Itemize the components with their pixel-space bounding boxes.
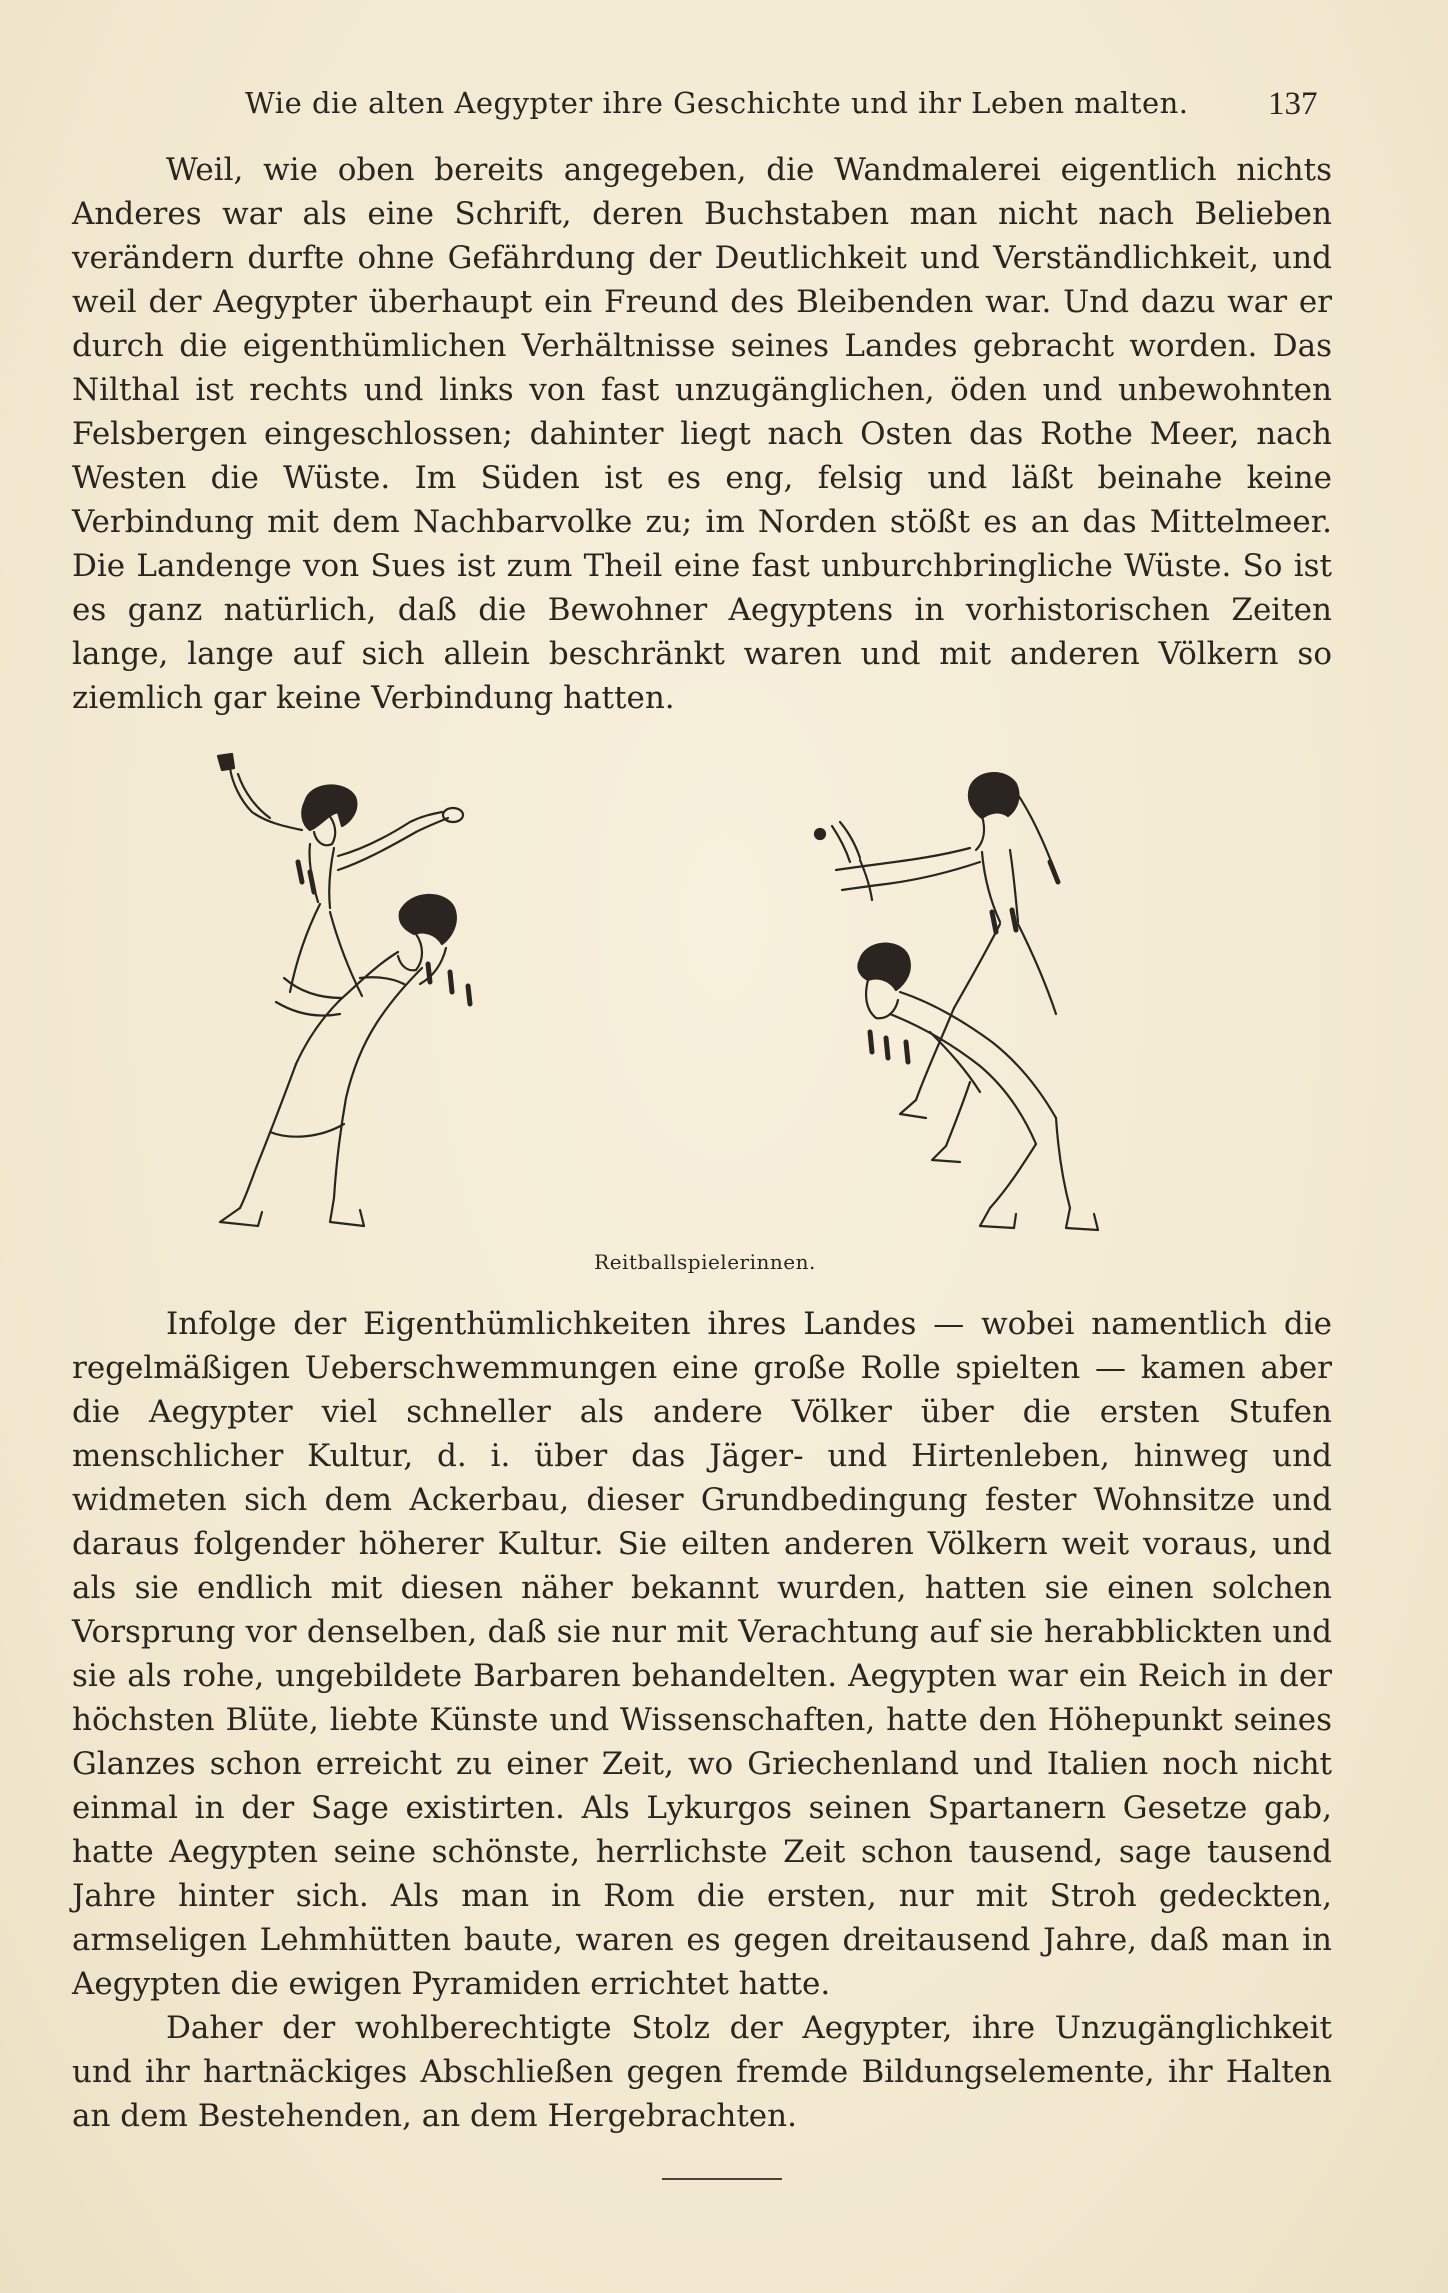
illustration-ball-players	[210, 752, 1200, 1242]
right-pair	[815, 773, 1098, 1230]
text-block-top	[72, 148, 1332, 720]
left-pair	[218, 754, 470, 1226]
figure-caption: Reitballspielerinnen.	[594, 1250, 816, 1274]
carrier-head-left	[400, 895, 456, 944]
running-head: Wie die alten Aegypter ihre Geschichte und ihr Leben malten.	[245, 86, 1189, 120]
carrier-head-right	[858, 944, 909, 990]
rider-head-left	[302, 786, 356, 830]
ball-right-1	[815, 829, 825, 839]
paragraph: Daher der wohlberechtigte Stolz der Aegypter, ihre Unzugänglichkeit und ihr hartnäckiges Abschließen gegen fremde Bildungselemente, ihr Halten an dem Bestehenden, an dem Hergebrachten.	[72, 2010, 1332, 2134]
paragraph: Infolge der Eigenthümlichkeiten ihres Landes — wobei namentlich die regelmäßigen Ueberschwemmungen eine große Rolle spielten — kamen aber die Aegypter viel schneller als andere Völker über die ersten Stufen menschlicher Kultur, d. i. über das Jäger- und Hirtenleben, hinweg und widmeten sich dem Ackerbau, dieser Grundbedingung fester Wohnsitze und daraus folgender höherer Kultur. Sie eilten anderen Völkern weit voraus, und als sie endlich mit diesen näher bekannt wurden, hatten sie einen solchen Vorsprung vor denselben, daß sie nur mit Verachtung auf sie herabblickten und sie als rohe, ungebildete Barbaren behandelten. Aegypten war ein Reich in der höchsten Blüte, liebte Künste und Wissenschaften, hatte den Höhepunkt seines Glanzes schon erreicht zu einer Zeit, wo Griechenland und Italien noch nicht einmal in der Sage existirten. Als Lykurgos seinen Spartanern Gesetze gab, hatte Aegypten seine schönste, herrlichste Zeit schon tausend, sage tausend Jahre hinter sich. Als man in Rom die ersten, nur mit Stroh gedeckten, armseligen Lehmhütten baute, waren es gegen dreitausend Jahre, daß man in Aegypten die ewigen Pyramiden errichtet hatte.	[72, 1306, 1332, 2002]
ball-left-1	[218, 754, 234, 770]
paragraph: Weil, wie oben bereits angegeben, die Wandmalerei eigentlich nichts Anderes war als eine Schrift, deren Buchstaben man nicht nach Belieben verändern durfte ohne Gefährdung der Deutlichkeit und Verständlichkeit, und weil der Aegypter überhaupt ein Freund des Bleibenden war. Und dazu war er durch die eigenthümlichen Verhältnisse seines Landes gebracht worden. Das Nilthal ist rechts und links von fast unzugänglichen, öden und unbewohnten Felsbergen eingeschlossen; dahinter liegt nach Osten das Rothe Meer, nach Westen die Wüste. Im Süden ist es eng, felsig und läßt beinahe keine Verbindung mit dem Nachbarvolke zu; im Norden stößt es an das Mittelmeer. Die Landenge von Sues ist zum Theil eine fast unburchbringliche Wüste. So ist es ganz natürlich, daß die Bewohner Aegyptens in vorhistorischen Zeiten lange, lange auf sich allein beschränkt waren und mit anderen Völkern so ziemlich gar keine Verbindung hatten.	[72, 152, 1332, 716]
page-number: 137	[1268, 86, 1318, 122]
figure-ball-players	[210, 752, 1200, 1274]
rider-head-right	[969, 773, 1019, 818]
end-rule	[662, 2178, 782, 2180]
text-block-bottom	[72, 1302, 1332, 2138]
